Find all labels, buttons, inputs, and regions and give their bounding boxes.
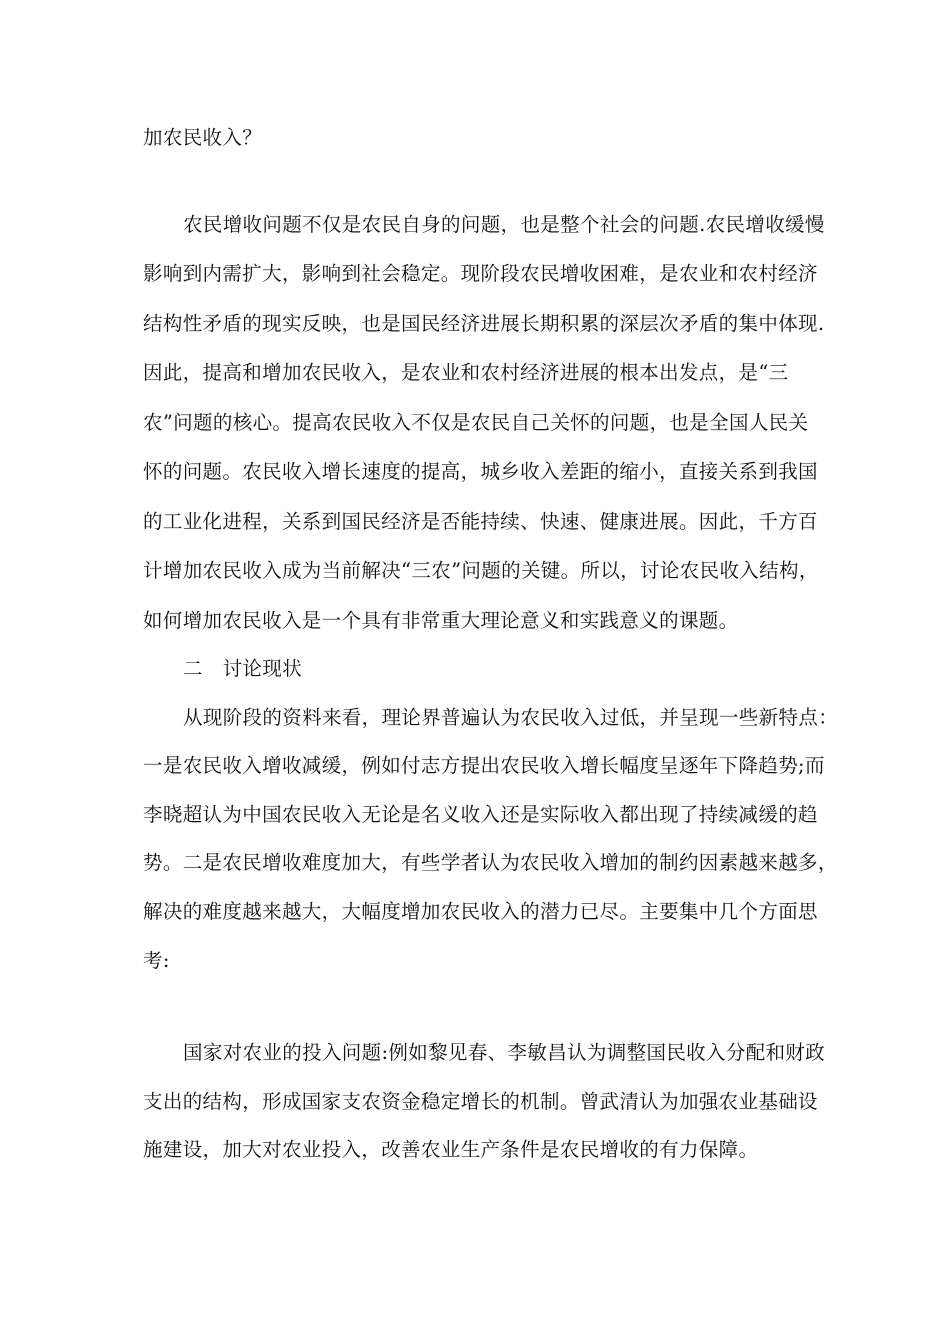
text-line: 李晓超认为中国农民收入无论是名义收入还是实际收入都出现了持续减缓的趋 — [143, 803, 818, 826]
text-line: 怀的问题。农民收入增长速度的提高，城乡收入差距的缩小，直接关系到我国 — [143, 460, 818, 483]
paragraph-first-line: 国家对农业的投入问题:例如黎见春、李敏昌认为调整国民收入分配和财政 — [183, 1041, 826, 1064]
text-line: 考: — [143, 949, 170, 972]
text-line: 因此，提高和增加农民收入，是农业和农村经济进展的根本出发点，是“三 — [143, 361, 789, 384]
text-line: 影响到内需扩大，影响到社会稳定。现阶段农民增收困难，是农业和农村经济 — [143, 262, 818, 285]
text-line: 施建设，加大对农业投入，改善农业生产条件是农民增收的有力保障。 — [143, 1138, 759, 1161]
paragraph-first-line: 从现阶段的资料来看，理论界普遍认为农民收入过低，并呈现一些新特点： — [183, 706, 839, 729]
text-line: 农”问题的核心。提高农民收入不仅是农民自己关怀的问题，也是全国人民关 — [143, 411, 809, 434]
text-line: 解决的难度越来越大，大幅度增加农民收入的潜力已尽。主要集中几个方面思 — [143, 900, 818, 923]
text-line: 的工业化进程，关系到国民经济是否能持续、快速、健康进展。因此，千方百 — [143, 510, 818, 533]
paragraph-first-line: 农民增收问题不仅是农民自身的问题，也是整个社会的问题.农民增收缓慢 — [183, 213, 825, 236]
text-line: 势。二是农民增收难度加大，有些学者认为农民收入增加的制约因素越来越多， — [143, 851, 838, 874]
text-line: 如何增加农民收入是一个具有非常重大理论意义和实践意义的课题。 — [143, 609, 739, 632]
text-line: 一是农民收入增收减缓，例如付志方提出农民收入增长幅度呈逐年下降趋势;而 — [143, 754, 825, 777]
text-line: 加农民收入？ — [143, 126, 263, 149]
text-line: 支出的结构，形成国家支农资金稳定增长的机制。曾武清认为加强农业基础设 — [143, 1090, 818, 1113]
section-heading: 二 讨论现状 — [183, 657, 303, 680]
text-line: 计增加农民收入成为当前解决“三农”问题的关键。所以，讨论农民收入结构， — [143, 559, 819, 582]
text-line: 结构性矛盾的现实反映，也是国民经济进展长期积累的深层次矛盾的集中体现. — [143, 312, 825, 335]
